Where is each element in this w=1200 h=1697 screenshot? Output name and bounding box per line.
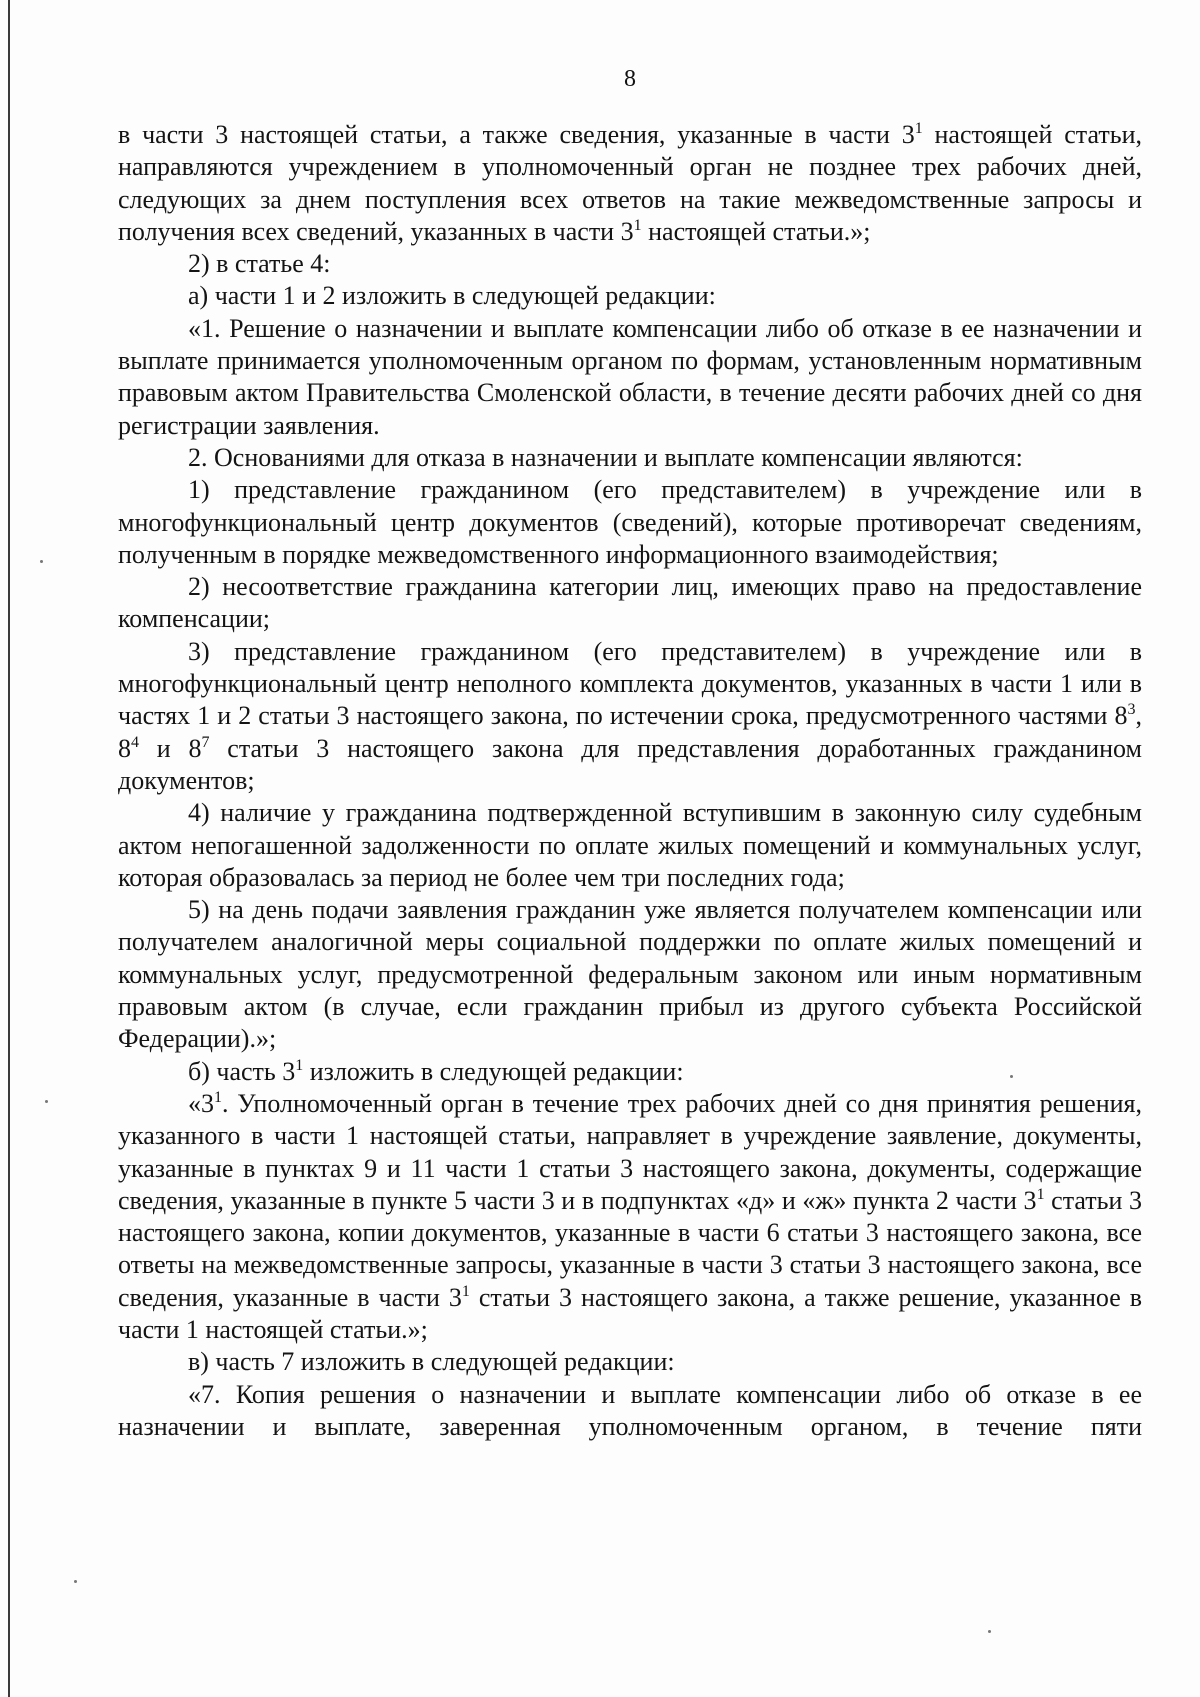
text-run: и 8 — [139, 733, 202, 763]
superscript: 1 — [214, 1088, 222, 1106]
text-run: настоящей статьи.»; — [641, 216, 871, 246]
superscript: 1 — [1036, 1185, 1045, 1203]
text-run: статьи 3 настоящего закона для представления доработанных гражданином документов; — [118, 733, 1142, 795]
text-run: б) часть 3 — [188, 1056, 296, 1086]
text-run: . Уполномоченный орган в течение трех рабочих дней со дня принятия решения, указанного в части 1 настоящей статьи, направляет в учреждение заявление, документы, указанные в пунктах 9 и 11 части 1 статьи 3 настоящего закона, документы, содержащие сведения, указанные в пункте 5 части 3 и в подпунктах «д» и «ж» пункта 2 части 3 — [118, 1088, 1142, 1215]
paragraph — [118, 1088, 1142, 1346]
paragraph: 2) несоответствие гражданина категории лиц, имеющих право на предоставление компенсации; — [118, 572, 1142, 634]
text-run: статьи 3 настоящего закона, копии документов, указанные в части 6 статьи 3 настоящего закона, все ответы на межведомственные запросы, указанные в части 3 статьи 3 настоящего закона, все сведения, указанные в части 3 — [118, 1185, 1142, 1312]
paragraph: 5) на день подачи заявления гражданин уже является получателем компенсации или получателем аналогичной меры социальной поддержки по оплате жилых помещений и коммунальных услуг, предусмотренной федеральным законом или иным нормативным правовым актом (в случае, если гражданин прибыл из другого субъекта Российской Федерации).»; — [118, 895, 1142, 1054]
superscript: 3 — [1127, 701, 1136, 719]
paragraph: 4) наличие у гражданина подтвержденной вступившим в законную силу судебным актом непогашенной задолженности по оплате жилых помещений и коммунальных услуг, которая образовалась за период не более чем три последних года; — [118, 798, 1142, 892]
superscript: 1 — [461, 1282, 470, 1300]
paragraph: «1. Решение о назначении и выплате компенсации либо об отказе в ее назначении и выплате принимается уполномоченным органом по формам, установленным нормативным правовым актом Правительства Смоленской области, в течение десяти рабочих дней со дня регистрации заявления. — [118, 313, 1142, 440]
scan-speck — [45, 1100, 48, 1103]
scan-speck — [988, 1630, 991, 1633]
paragraph: «7. Копия решения о назначении и выплате компенсации либо об отказе в ее назначении и выплате, заверенная уполномоченным органом, в течение пяти — [118, 1379, 1142, 1441]
document-body — [118, 119, 1142, 1443]
paragraph: 1) представление гражданином (его представителем) в учреждение или в многофункциональный центр документов (сведений), которые противоречат сведениям, полученным в порядке межведомственного информационного взаимодействия; — [118, 475, 1142, 569]
superscript: 7 — [201, 733, 210, 751]
scan-edge-line — [8, 0, 10, 1697]
paragraph: 2. Основаниями для отказа в назначении и выплате компенсации являются: — [188, 442, 1023, 472]
paragraph: а) части 1 и 2 изложить в следующей редакции: — [188, 281, 716, 311]
text-run: в части 3 настоящей статьи, а также сведения, указанные в части 3 — [118, 120, 915, 149]
superscript: 1 — [295, 1056, 304, 1074]
paragraph: 2) в статье 4: — [188, 249, 331, 279]
paragraph — [118, 636, 1142, 797]
text-run: настоящей статьи, направляются учреждением в уполномоченный орган не позднее трех рабочих дней, следующих за днем поступления всех ответов на такие межведомственные запросы и получения всех сведений, указанных в части 3 — [118, 120, 1142, 246]
paragraph — [118, 1056, 1142, 1088]
page-number: 8 — [624, 66, 636, 92]
text-run: 3) представление гражданином (его представителем) в учреждение или в многофункциональный центр неполного комплекта документов, указанных в части 1 или в частях 1 и 2 статьи 3 настоящего закона, по истечении срока, предусмотренного частями 8 — [118, 636, 1142, 731]
paragraph: в) часть 7 изложить в следующей редакции: — [188, 1347, 675, 1377]
superscript: 1 — [914, 120, 923, 137]
scan-speck — [40, 560, 43, 563]
text-run: статьи 3 настоящего закона, а также решение, указанное в части 1 настоящей статьи.»; — [118, 1282, 1142, 1344]
superscript: 4 — [131, 733, 139, 751]
superscript: 1 — [633, 216, 642, 234]
text-run: изложить в следующей редакции: — [303, 1056, 684, 1086]
text-run: «3 — [188, 1088, 214, 1118]
paragraph — [118, 119, 1142, 248]
text-run: , 8 — [118, 701, 1142, 763]
scan-speck — [74, 1580, 77, 1583]
